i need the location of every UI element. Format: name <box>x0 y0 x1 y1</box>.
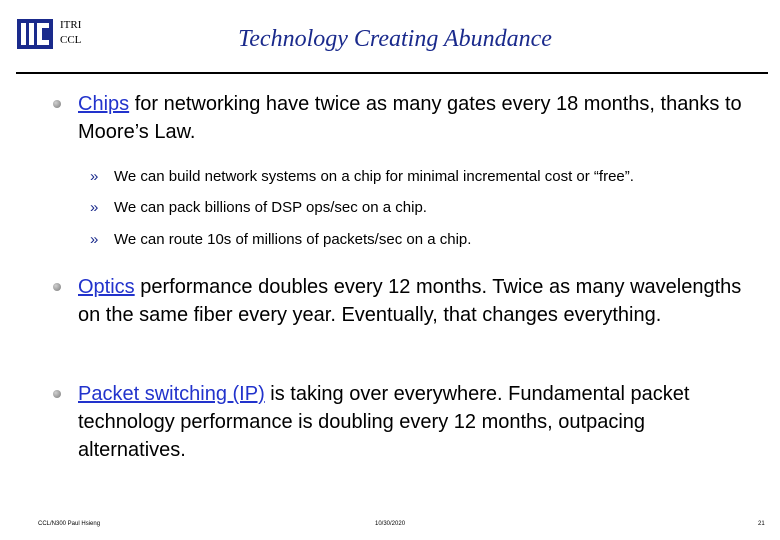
chips-link[interactable]: Chips <box>78 93 130 115</box>
bullet-dot-icon <box>53 283 61 291</box>
bullet-optics <box>78 273 758 329</box>
footer-date: 10/30/2020 <box>375 521 406 527</box>
sub-bullet-3-text: We can route 10s of millions of packets/sec on a chip. <box>114 231 472 248</box>
footer-left: CCL/N300 Paul Hsieng <box>38 521 101 527</box>
sub-bullet-3 <box>90 230 471 250</box>
sub-bullet-1 <box>90 167 634 187</box>
bullet-packet-text: is taking over everywhere. Fundamental packet technology performance is doubling every 12 months, outpacing alternatives. <box>78 383 690 461</box>
sub-bullet-1-text: We can build network systems on a chip for minimal incremental cost or “free”. <box>114 168 634 185</box>
sub-bullet-2 <box>90 198 427 218</box>
sub-bullet-2-text: We can pack billions of DSP ops/sec on a chip. <box>114 199 427 216</box>
bullet-packet-switching <box>78 380 758 464</box>
chevron-right-icon: » <box>90 199 99 216</box>
bullet-chips-text: for networking have twice as many gates every 18 months, thanks to Moore’s Law. <box>78 93 742 143</box>
footer-page-number: 21 <box>758 521 765 527</box>
bullet-dot-icon <box>53 100 61 108</box>
slide-title: Technology Creating Abundance <box>238 26 552 52</box>
bullet-optics-text: performance doubles every 12 months. Twice as many wavelengths on the same fiber every year. Eventually, that changes everything. <box>78 276 742 326</box>
org-line-2: CCL <box>60 34 82 46</box>
bullet-dot-icon <box>53 390 61 398</box>
chevron-right-icon: » <box>90 231 99 248</box>
chevron-right-icon: » <box>90 168 99 185</box>
optics-link[interactable]: Optics <box>78 276 135 298</box>
bullet-chips <box>78 90 758 146</box>
org-line-1: ITRI <box>60 19 82 31</box>
packet-switching-link[interactable]: Packet switching (IP) <box>78 383 265 405</box>
title-divider <box>16 72 768 74</box>
